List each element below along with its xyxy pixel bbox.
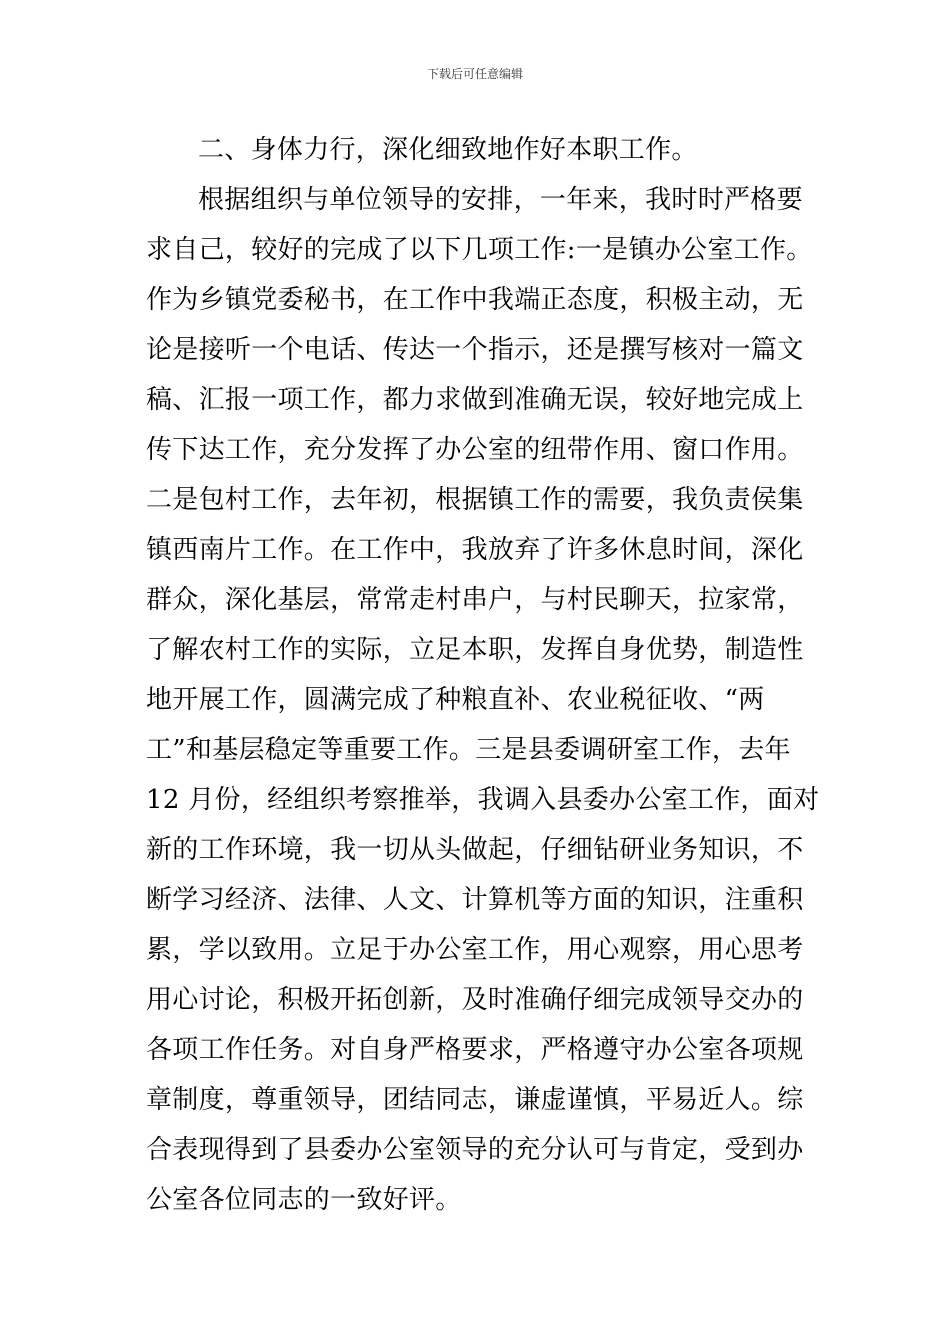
paragraph-line: 镇西南片工作。在工作中，我放弃了许多休息时间，深化 <box>146 535 804 565</box>
paragraph-line: 各项工作任务。对自身严格要求，严格遵守办公室各项规 <box>146 1035 804 1065</box>
paragraph-line: 传下达工作，充分发挥了办公室的纽带作用、窗口作用。 <box>146 435 804 465</box>
section-heading: 二、身体力行，深化细致地作好本职工作。 <box>198 135 698 165</box>
paragraph-line: 新的工作环境，我一切从头做起，仔细钻研业务知识，不 <box>146 835 804 865</box>
paragraph-line: 作为乡镇党委秘书，在工作中我端正态度，积极主动，无 <box>146 285 804 315</box>
paragraph-line: 了解农村工作的实际，立足本职，发挥自身优势，制造性 <box>146 635 804 665</box>
paragraph-line: 群众，深化基层，常常走村串户，与村民聊天，拉家常， <box>146 585 804 615</box>
paragraph-line: 用心讨论，积极开拓创新，及时准确仔细完成领导交办的 <box>146 985 804 1015</box>
paragraph-line: 论是接听一个电话、传达一个指示，还是撰写核对一篇文 <box>146 335 804 365</box>
page-header-note: 下载后可任意编辑 <box>426 67 523 81</box>
paragraph-line: 章制度，尊重领导，团结同志，谦虚谨慎，平易近人。综 <box>146 1085 804 1115</box>
paragraph-line: 累，学以致用。立足于办公室工作，用心观察，用心思考 <box>146 935 804 965</box>
paragraph-line: 稿、汇报一项工作，都力求做到准确无误，较好地完成上 <box>146 385 804 415</box>
paragraph-line: 求自己，较好的完成了以下几项工作:一是镇办公室工作。 <box>146 235 813 265</box>
paragraph-line: 根据组织与单位领导的安排，一年来，我时时严格要 <box>198 185 803 215</box>
paragraph-line: 合表现得到了县委办公室领导的充分认可与肯定，受到办 <box>146 1135 804 1165</box>
paragraph-line: 公室各位同志的一致好评。 <box>146 1185 462 1215</box>
paragraph-line: 地开展工作，圆满完成了种粮直补、农业税征收、“两 <box>146 685 765 715</box>
paragraph-line: 断学习经济、法律、人文、计算机等方面的知识，注重积 <box>146 885 804 915</box>
paragraph-line: 12 月份，经组织考察推举，我调入县委办公室工作，面对 <box>146 785 820 815</box>
paragraph-line: 工”和基层稳定等重要工作。三是县委调研室工作，去年 <box>146 735 791 765</box>
paragraph-line: 二是包村工作，去年初，根据镇工作的需要，我负责侯集 <box>146 485 804 515</box>
